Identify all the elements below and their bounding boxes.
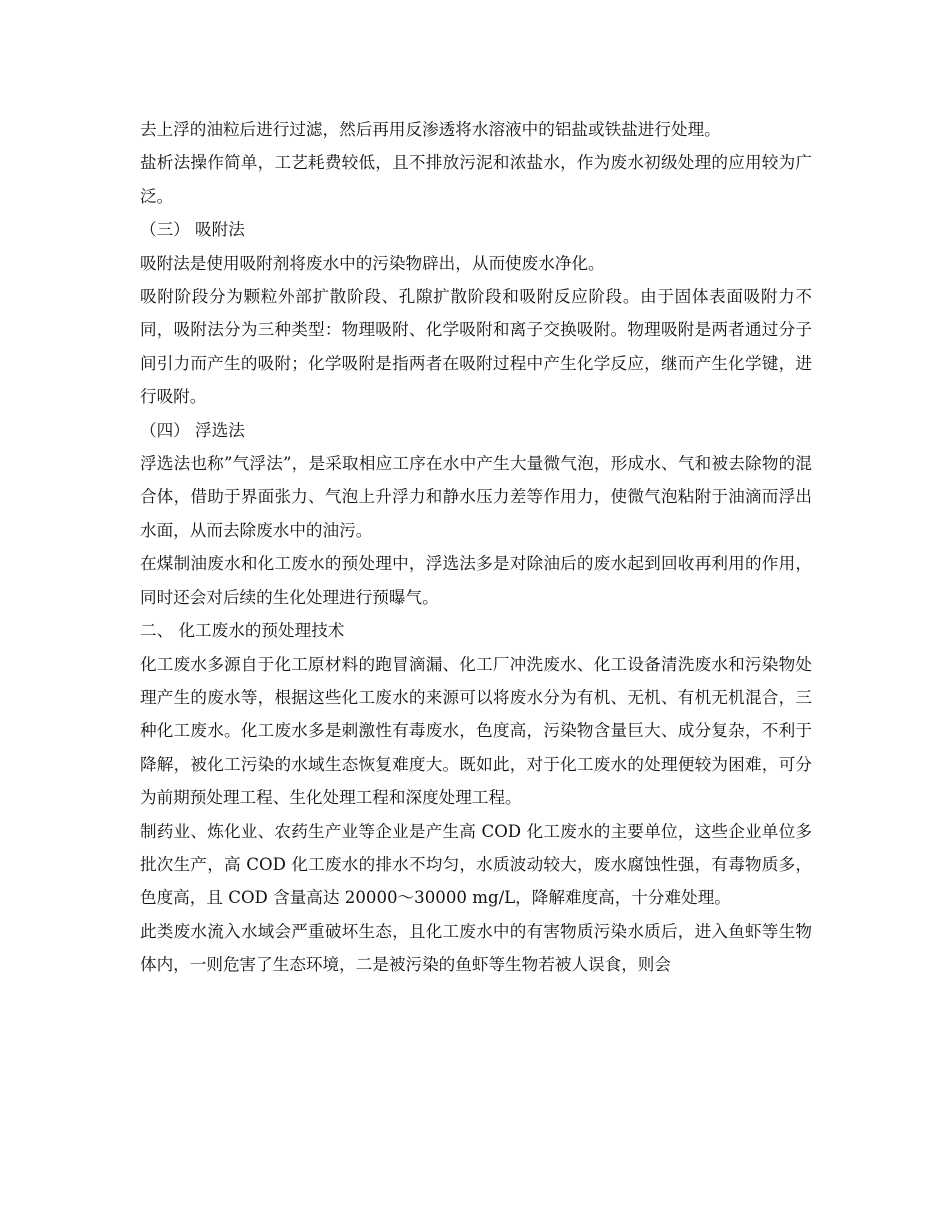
paragraph-salting-out-summary: 盐析法操作简单，工艺耗费较低，且不排放污泥和浓盐水，作为废水初级处理的应用较为广泛。: [140, 153, 812, 206]
paragraph-flotation-application: 在煤制油废水和化工废水的预处理中，浮选法多是对除油后的废水起到回收再利用的作用，同时还会对后续的生化处理进行预曝气。: [140, 554, 812, 607]
paragraph-adsorption-definition: 吸附法是使用吸附剂将废水中的污染物辟出，从而使废水净化。: [140, 253, 605, 273]
paragraph-ecological-harm: 此类废水流入水域会严重破坏生态，且化工废水中的有害物质污染水质后，进入鱼虾等生物体内，一则危害了生态环境，二是被污染的鱼虾等生物若被人误食，则会: [140, 921, 812, 975]
section-heading-adsorption: （三） 吸附法: [140, 220, 245, 240]
document-body: [140, 113, 812, 982]
paragraph-high-cod-wastewater: 制药业、炼化业、农药生产业等企业是产生高 COD 化工废水的主要单位，这些企业单位多批次生产，高 COD 化工废水的排水不均匀，水质波动较大，废水腐蚀性强，有毒物质多，色度高，且 COD 含量高达 20000～30000 mg/L，降解难度高，十分难处理。: [140, 821, 812, 908]
section-heading-flotation: （四） 浮选法: [140, 420, 245, 440]
section-heading-pretreatment: 二、 化工废水的预处理技术: [140, 621, 345, 641]
paragraph-wastewater-sources: 化工废水多源自于化工原材料的跑冒滴漏、化工厂冲洗废水、化工设备清洗废水和污染物处理产生的废水等，根据这些化工废水的来源可以将废水分为有机、无机、有机无机混合，三种化工废水。化工废水多是刺激性有毒废水，色度高，污染物含量巨大、成分复杂，不利于降解，被化工污染的水域生态恢复难度大。既如此，对于化工废水的处理便较为困难，可分为前期预处理工程、生化处理工程和深度处理工程。: [140, 654, 812, 808]
paragraph-adsorption-stages: 吸附阶段分为颗粒外部扩散阶段、孔隙扩散阶段和吸附反应阶段。由于固体表面吸附力不同，吸附法分为三种类型：物理吸附、化学吸附和离子交换吸附。物理吸附是两者通过分子间引力而产生的吸附；化学吸附是指两者在吸附过程中产生化学反应，继而产生化学键，进行吸附。: [140, 287, 812, 407]
paragraph-continuation: 去上浮的油粒后进行过滤，然后再用反渗透将水溶液中的铝盐或铁盐进行处理。: [140, 120, 721, 139]
paragraph-flotation-definition: 浮选法也称”气浮法”，是采取相应工序在水中产生大量微气泡，形成水、气和被去除物的混合体，借助于界面张力、气泡上升浮力和静水压力差等作用力，使微气泡粘附于油滴而浮出水面，从而去除废水中的油污。: [140, 454, 812, 540]
